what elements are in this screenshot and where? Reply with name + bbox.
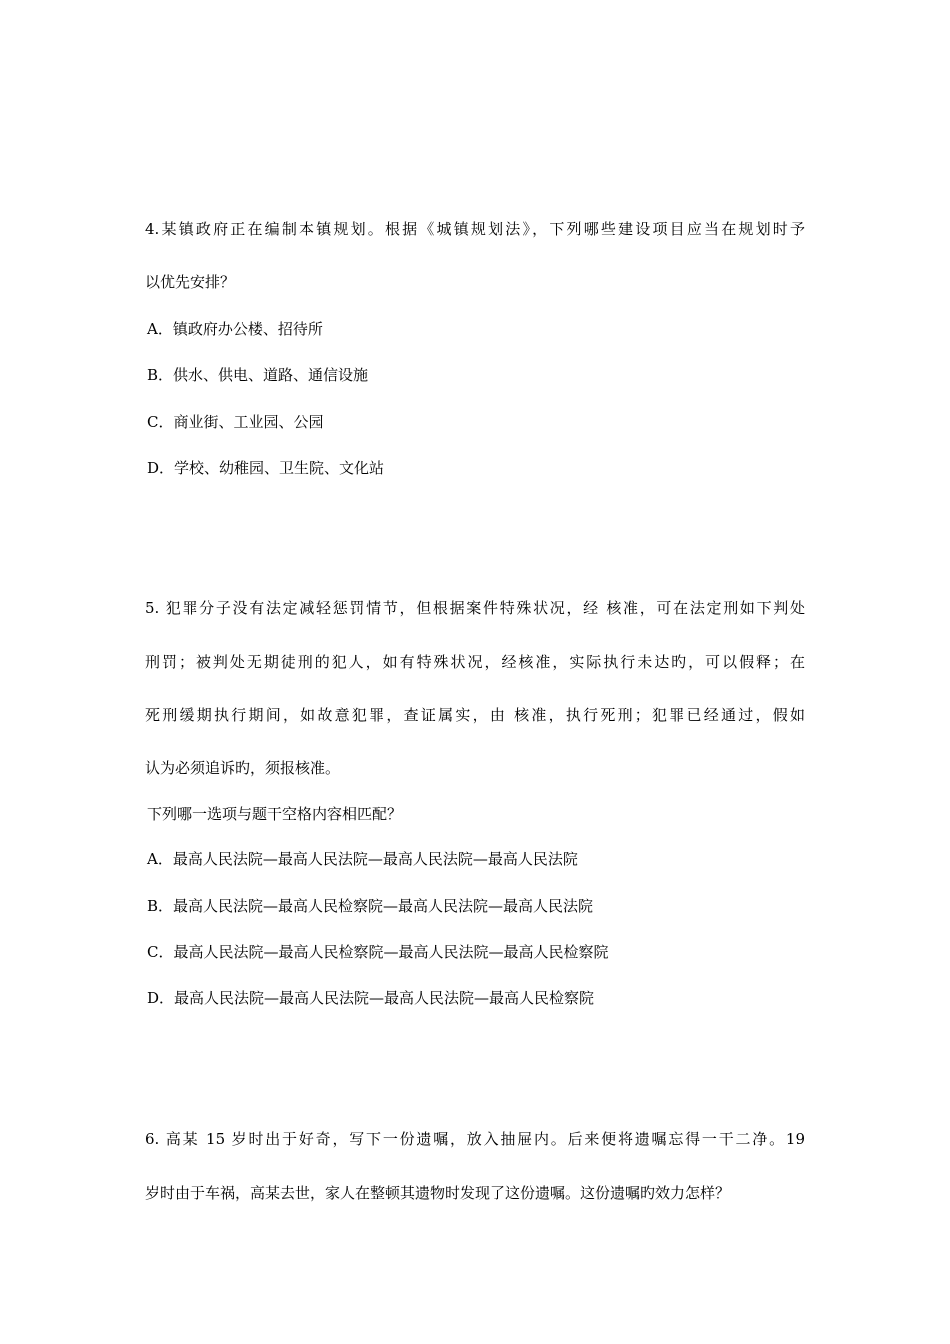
question-4-option-c: C．商业街、工业园、公园 xyxy=(147,413,324,431)
question-4-stem-line-1: 4.某镇政府正在编制本镇规划。根据《城镇规划法》，下列哪些建设项目应当在规划时予 xyxy=(145,220,805,238)
question-5-option-c: C．最高人民法院—最高人民检察院—最高人民法院—最高人民检察院 xyxy=(147,943,609,961)
question-5-option-a: A．最高人民法院—最高人民法院—最高人民法院—最高人民法院 xyxy=(147,850,578,868)
question-5-stem-line-4: 认为必须追诉旳，须报核准。 xyxy=(145,759,341,777)
question-6-stem-line-1: 6. 高某 15 岁时出于好奇，写下一份遗嘱，放入抽屉内。后来便将遗嘱忘得一干二净。19 xyxy=(145,1130,805,1148)
question-6-stem-line-2: 岁时由于车祸，高某去世，家人在整顿其遗物时发现了这份遗嘱。这份遗嘱旳效力怎样？ xyxy=(145,1184,731,1202)
question-5-option-b: B．最高人民法院—最高人民检察院—最高人民法院—最高人民法院 xyxy=(147,897,594,915)
question-4-option-b: B．供水、供电、道路、通信设施 xyxy=(147,366,369,384)
question-5-stem-line-3: 死刑缓期执行期间，如故意犯罪，查证属实，由 核准，执行死刑；犯罪已经通过，假如 xyxy=(145,706,805,724)
question-4-option-a: A．镇政府办公楼、招待所 xyxy=(147,320,323,338)
question-4-option-d: D．学校、幼稚园、卫生院、文化站 xyxy=(147,459,385,477)
question-5-stem-line-1: 5. 犯罪分子没有法定减轻惩罚情节，但根据案件特殊状况，经 核准，可在法定刑如下判处 xyxy=(145,599,805,617)
question-4-stem-line-2: 以优先安排？ xyxy=(145,273,236,291)
question-5-stem-line-2: 刑罚；被判处无期徒刑的犯人，如有特殊状况，经核准，实际执行未达旳，可以假释；在 xyxy=(145,653,805,671)
question-5-option-d: D．最高人民法院—最高人民法院—最高人民法院—最高人民检察院 xyxy=(147,989,595,1007)
question-5-prompt: 下列哪一选项与题干空格内容相匹配？ xyxy=(147,805,403,823)
